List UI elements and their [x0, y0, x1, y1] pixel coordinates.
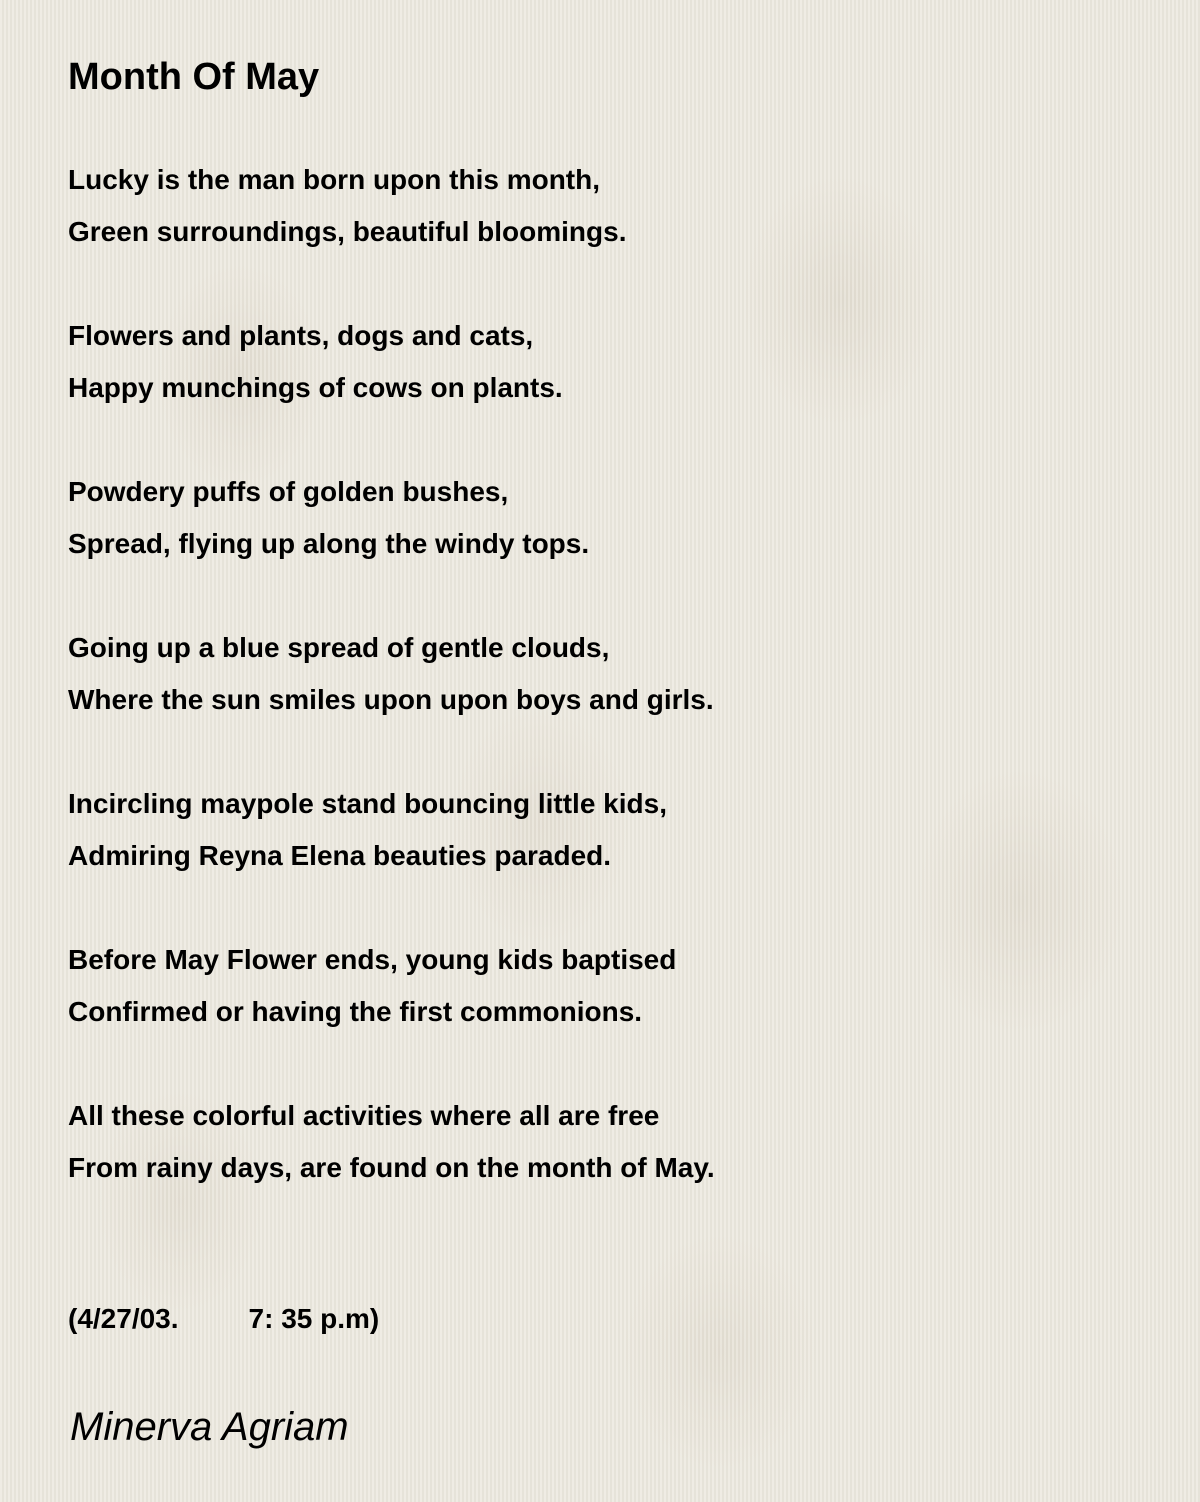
poem-line: Lucky is the man born upon this month,: [68, 164, 601, 195]
poem-line: Spread, flying up along the windy tops.: [68, 528, 590, 559]
poem-author: Minerva Agriam: [70, 1405, 349, 1449]
poem-line: Going up a blue spread of gentle clouds,: [68, 632, 610, 663]
poem-line: Admiring Reyna Elena beauties paraded.: [68, 840, 612, 871]
poem-line: Green surroundings, beautiful bloomings.: [68, 216, 627, 247]
stanza: [68, 622, 1148, 726]
stanza: [68, 310, 1148, 414]
poem-title: Month Of May: [68, 56, 320, 98]
poem-date-note: (4/27/03. 7: 35 p.m): [68, 1303, 380, 1334]
poem-line: From rainy days, are found on the month of May.: [68, 1152, 715, 1183]
stanza: [68, 778, 1148, 882]
poem-line: Before May Flower ends, young kids baptised: [68, 944, 677, 975]
stanza: [68, 466, 1148, 570]
poem-line: All these colorful activities where all are free: [68, 1100, 660, 1131]
stanza: [68, 154, 1148, 258]
poem-body: [68, 154, 1148, 1246]
stanza: [68, 1090, 1148, 1194]
poem-line: Flowers and plants, dogs and cats,: [68, 320, 534, 351]
poem-line: Incircling maypole stand bouncing little kids,: [68, 788, 667, 819]
poem-line: Confirmed or having the first commonions.: [68, 996, 643, 1027]
poem-line: Powdery puffs of golden bushes,: [68, 476, 509, 507]
poem-line: Happy munchings of cows on plants.: [68, 372, 563, 403]
stanza: [68, 934, 1148, 1038]
poem-line: Where the sun smiles upon upon boys and girls.: [68, 684, 714, 715]
